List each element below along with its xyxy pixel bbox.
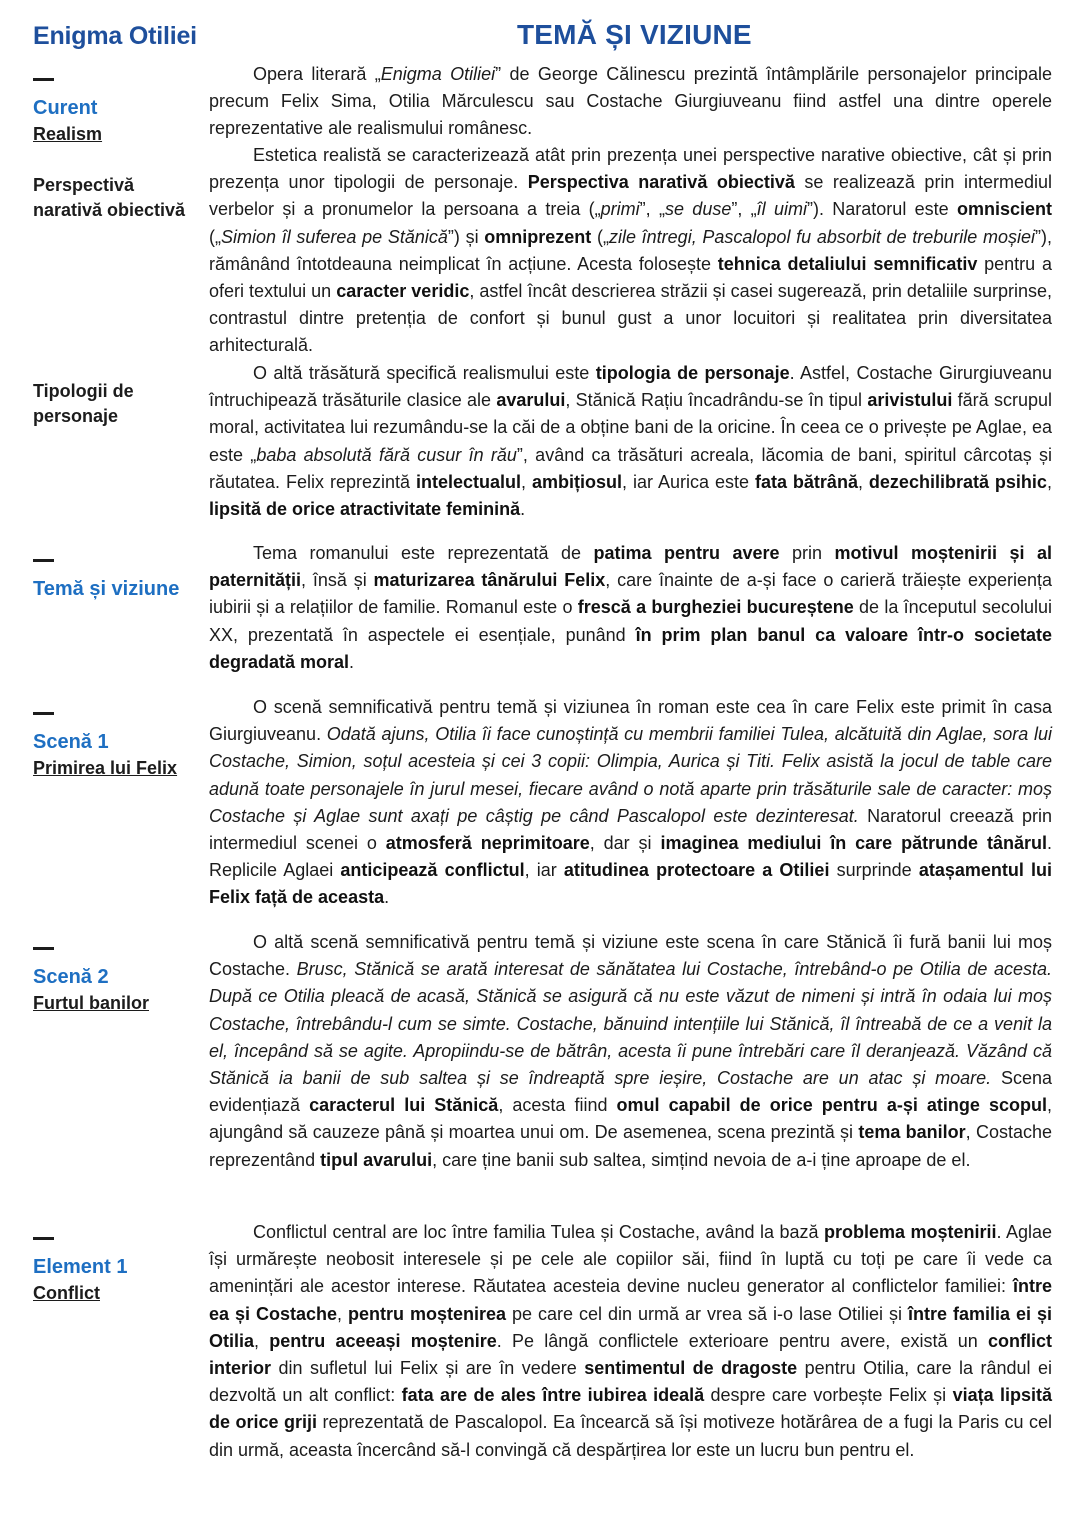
italic-run: Enigma Otiliei bbox=[380, 64, 496, 84]
bold-run: viața lipsită de orice griji bbox=[209, 1385, 1052, 1433]
bold-run: avarului bbox=[496, 390, 566, 411]
sidebar-section-element1 bbox=[33, 1237, 201, 1306]
bold-run: pentru moștenirea bbox=[348, 1303, 507, 1324]
text-run: , bbox=[337, 1303, 349, 1324]
bold-run: anticipează conflictul bbox=[340, 860, 525, 881]
italic-run: primi bbox=[600, 199, 640, 220]
bold-run: în prim plan banul ca valoare într-o societate degradată moral bbox=[209, 624, 1052, 672]
bold-run: conflict interior bbox=[209, 1330, 1052, 1379]
sidebar-heading-curent: Curent bbox=[33, 97, 98, 119]
text-run: , Costache reprezentând bbox=[209, 1122, 1053, 1170]
bold-run: atașamentul lui Felix față de aceasta bbox=[209, 860, 1053, 908]
text-run: din sufletul lui Felix și are în vedere bbox=[271, 1358, 585, 1379]
page-title: TEMĂ ȘI VIZIUNE bbox=[517, 19, 752, 50]
text-run: , însă și bbox=[301, 570, 374, 591]
paragraph-conflict bbox=[209, 1219, 1052, 1464]
text-run: , Stănică Rațiu încadrându-se în tipul bbox=[565, 390, 868, 411]
sidebar-heading-scena1: Scenă 1 bbox=[33, 731, 109, 753]
text-run: ”). Naratorul este bbox=[806, 199, 957, 220]
bold-run: patima pentru avere bbox=[593, 543, 780, 563]
bold-run: Perspectiva narativă obiectivă bbox=[527, 172, 795, 193]
text-run: reprezentată de Pascalopol. Ea încearcă să își motiveze hotărârea de a fugi la Paris cu cel din urmă, aceasta încercând să-l convingă că despărțirea lor este un lucru bun pentru el. bbox=[209, 1412, 1052, 1460]
text-run: . Pe lângă conflictele exterioare pentru avere, există un bbox=[496, 1330, 988, 1351]
text-run: Naratorul creează prin intermediul scenei o bbox=[209, 805, 1052, 854]
bold-run: caracterul lui Stănică bbox=[309, 1095, 499, 1116]
text-run: ”), rămânând întotdeauna neimplicat în acțiune. Acesta folosește bbox=[209, 226, 1053, 274]
paragraph-tipologii bbox=[209, 360, 1052, 523]
section-dash bbox=[33, 78, 54, 81]
text-run: surprinde bbox=[829, 860, 919, 881]
sidebar-label-perspectiva-1: Perspectivă bbox=[33, 175, 135, 195]
bold-run: tehnica detaliului semnificativ bbox=[717, 253, 978, 274]
text-run: , acesta fiind bbox=[498, 1095, 617, 1116]
italic-run: baba absolută fără cusur în rău bbox=[256, 444, 517, 465]
bold-run: sentimentul de dragoste bbox=[584, 1358, 798, 1379]
text-run: , ajungând să cauzeze până și moartea unui om. De asemenea, scena prezintă și bbox=[209, 1095, 1052, 1143]
text-run: Tema romanului este reprezentată de bbox=[253, 543, 594, 563]
paragraph-scena1 bbox=[209, 694, 1052, 912]
text-run: O altă trăsătură specifică realismului este bbox=[253, 363, 596, 383]
sidebar-heading-scena2: Scenă 2 bbox=[33, 966, 109, 988]
text-run: , care ține banii sub saltea, simțind nevoia de a-i ține aproape de el. bbox=[432, 1149, 971, 1170]
bold-run: tema banilor bbox=[858, 1122, 966, 1143]
text-run: se realizează prin intermediul verbelor și a pronumelor la persoana a treia („ bbox=[209, 172, 1052, 220]
text-run: O altă scenă semnificativă pentru temă și viziune este scena în care Stănică îi fură banii lui moș Costache. bbox=[209, 932, 1052, 980]
paragraph-perspectiva bbox=[209, 142, 1052, 360]
bold-run: omniprezent bbox=[484, 226, 592, 247]
bold-run: tipul avarului bbox=[320, 1149, 433, 1170]
sidebar-heading-tema: Temă și viziune bbox=[33, 578, 180, 600]
text-run: Conflictul central are loc între familia Tulea și Costache, având la bază bbox=[253, 1222, 824, 1242]
bold-run: lipsită de orice atractivitate feminină bbox=[209, 499, 521, 520]
bold-run: maturizarea tânărului Felix bbox=[373, 570, 606, 591]
text-run: O scenă semnificativă pentru temă și viziunea în roman este cea în care Felix este primit în casa Giurgiuveanu. bbox=[209, 697, 1052, 745]
text-run: , iar bbox=[524, 860, 564, 881]
text-run: despre care vorbește Felix și bbox=[704, 1385, 953, 1406]
bold-run: problema moștenirii bbox=[823, 1222, 997, 1242]
bold-run: fata are de ales între iubirea ideală bbox=[401, 1385, 705, 1406]
sidebar-subheading-conflict: Conflict bbox=[33, 1283, 100, 1303]
bold-run: între familia ei și Otilia bbox=[209, 1303, 1053, 1351]
bold-run: imaginea mediului în care pătrunde tânărul bbox=[660, 833, 1047, 854]
italic-run: se duse bbox=[664, 199, 732, 220]
text-run: ”, „ bbox=[731, 199, 757, 220]
document-title: Enigma Otiliei bbox=[33, 22, 197, 50]
text-run: . Replicile Aglaei bbox=[209, 833, 1052, 881]
bold-run: fata bătrână bbox=[754, 471, 858, 492]
text-run: Scena evidențiază bbox=[209, 1068, 1052, 1116]
paragraph-tema bbox=[209, 540, 1052, 676]
text-run: Opera literară „ bbox=[253, 64, 381, 84]
bold-run: între ea și Costache bbox=[209, 1276, 1052, 1324]
text-run: fără scrupul moral, activitatea lui rezumându-se la căi de a obține bani de la oricine. În ceea ce o privește pe Aglae, ea este „ bbox=[209, 390, 1052, 465]
text-run: , iar Aurica este bbox=[622, 471, 755, 492]
italic-run: Odată ajuns, Otilia îi face cunoștință cu membrii familiei Tulea, alcătuită din Aglae, sora lui Costache, Simion, soțul acesteia și cei 3 copii: Olimpia, Aurica și Titi. Felix asistă la jocul de table care adună toate personajele în jurul mesei, fiecare având o notă aparte prin trăsăturile sale de caracter: moș Costache și Aglae sunt axați pe câștig pe când Pascalopol este dezinteresat. bbox=[209, 724, 1052, 826]
bold-run: omul capabil de orice pentru a-și atinge scopul bbox=[616, 1095, 1047, 1116]
section-dash bbox=[33, 1237, 54, 1240]
bold-run: frescă a burgheziei bucureștene bbox=[577, 597, 854, 618]
bold-run: arivistului bbox=[867, 390, 953, 411]
bold-run: motivul moștenirii și al paternității bbox=[209, 543, 1053, 591]
text-run: , dar și bbox=[589, 833, 661, 854]
text-run: prin bbox=[779, 543, 835, 563]
text-run: („ bbox=[591, 226, 609, 247]
text-run: , care înainte de a-și face o carieră trăiește experiența iubirii și a relațiilor de familie. Romanul este o bbox=[209, 570, 1053, 618]
text-run: ”) și bbox=[447, 226, 485, 247]
bold-run: omniscient bbox=[956, 199, 1052, 220]
bold-run: atmosferă neprimitoare bbox=[385, 833, 590, 854]
bold-run: dezechilibrată psihic bbox=[868, 471, 1047, 492]
sidebar-section-curent bbox=[33, 78, 201, 147]
sidebar-label-tipologii-1: Tipologii de bbox=[33, 381, 134, 401]
text-run: , bbox=[857, 471, 869, 492]
text-run: ”, „ bbox=[639, 199, 665, 220]
text-run: ”, având ca trăsături acreala, lăcomia de bani, spiritul cârcotaș și răutatea. Felix reprezintă bbox=[209, 444, 1052, 492]
section-dash bbox=[33, 712, 54, 715]
sidebar-heading-element1: Element 1 bbox=[33, 1256, 128, 1278]
text-run: , bbox=[1046, 471, 1052, 492]
text-run: pentru a oferi textului un bbox=[209, 253, 1052, 302]
text-run: . bbox=[384, 887, 390, 908]
text-run: pentru Otilia, care la rândul ei dezvoltă un alt conflict: bbox=[209, 1358, 1053, 1406]
sidebar-subheading-primirea: Primirea lui Felix bbox=[33, 758, 178, 778]
bold-run: intelectualul bbox=[416, 471, 522, 492]
italic-run: îl uimi bbox=[756, 199, 807, 220]
text-run: de la începutul secolului XX, prezentată în aspectele ei esențiale, punând bbox=[209, 597, 1052, 645]
text-run: . Aglae își urmărește neobosit interesele și pe cele ale copiilor săi, fiind în luptă cu toți pe care îi vede ca amenințări ale acestor interese. Răutatea acesteia devine nucleu generator al conflictelor familiei: bbox=[209, 1222, 1052, 1297]
bold-run: caracter veridic bbox=[336, 281, 470, 302]
sidebar-subheading-furtul: Furtul banilor bbox=[33, 993, 149, 1013]
text-run: . bbox=[349, 651, 355, 672]
sidebar-section-scena2 bbox=[33, 947, 201, 1016]
text-run: Estetica realistă se caracterizează atât prin prezența unei perspective narative obiective, cât și prin prezența unor tipologii de personaje. bbox=[209, 145, 1052, 193]
paragraph-intro bbox=[209, 61, 1052, 143]
text-run: („ bbox=[209, 226, 221, 247]
sidebar-section-tipologii bbox=[33, 379, 201, 429]
paragraph-scena2 bbox=[209, 929, 1052, 1174]
sidebar-section-perspectiva bbox=[33, 173, 201, 223]
italic-run: zile întregi, Pascalopol fu absorbit de treburile moșiei bbox=[608, 226, 1036, 247]
text-run: , astfel încât descrierea străzii și casei sugerează, prin detaliile surprinse, contrastul dintre pretenția de confort și bunul gust a unor locuitori și realitatea prin diversitatea arhitecturală. bbox=[209, 281, 1053, 356]
text-run: , bbox=[521, 471, 532, 492]
text-run: ” de George Călinescu prezintă întâmplările personajelor principale precum Felix Sima, Otilia Mărculescu sau Costache Giurgiuveanu fiind astfel una dintre operele reprezentative ale realismului românesc. bbox=[209, 64, 1052, 139]
text-run: , bbox=[254, 1330, 270, 1351]
section-dash bbox=[33, 947, 54, 950]
sidebar-section-scena1 bbox=[33, 712, 201, 781]
bold-run: pentru aceeași moștenire bbox=[269, 1330, 497, 1351]
sidebar-subheading-realism: Realism bbox=[33, 124, 103, 144]
bold-run: ambițiosul bbox=[532, 471, 623, 492]
bold-run: atitudinea protectoare a Otiliei bbox=[563, 860, 830, 881]
text-run: . bbox=[520, 499, 526, 520]
sidebar-label-tipologii-2: personaje bbox=[33, 406, 119, 426]
text-run: pe care cel din urmă ar vrea să i-o lase Otiliei și bbox=[506, 1303, 908, 1324]
sidebar-section-tema bbox=[33, 559, 201, 602]
section-dash bbox=[33, 559, 54, 562]
text-run: . Astfel, Costache Girurgiuveanu întruchipează trăsăturile clasice ale bbox=[209, 363, 1053, 411]
italic-run: Brusc, Stănică se arată interesat de sănătatea lui Costache, întrebând-o pe Otilia de acesta. După ce Otilia pleacă de acasă, Stănică se asigură că nu este văzut de nimeni și intră în odaia lui moș Costache, întrebându-l cum se simte. Costache, bănuind intențiile lui Stănică, îl întreabă de ce a venit la el, începând să se agite. Apropiindu-se de bătrân, acesta îi pune întrebări care îl deranjează. Văzând că Stănică ia banii de sub saltea și se îndreaptă spre ieșire, Costache are un atac și moare. bbox=[209, 959, 1052, 1089]
sidebar-label-perspectiva-2: narativă obiectivă bbox=[33, 200, 186, 220]
italic-run: Simion îl suferea pe Stănică bbox=[221, 226, 448, 247]
bold-run: tipologia de personaje bbox=[595, 363, 790, 383]
